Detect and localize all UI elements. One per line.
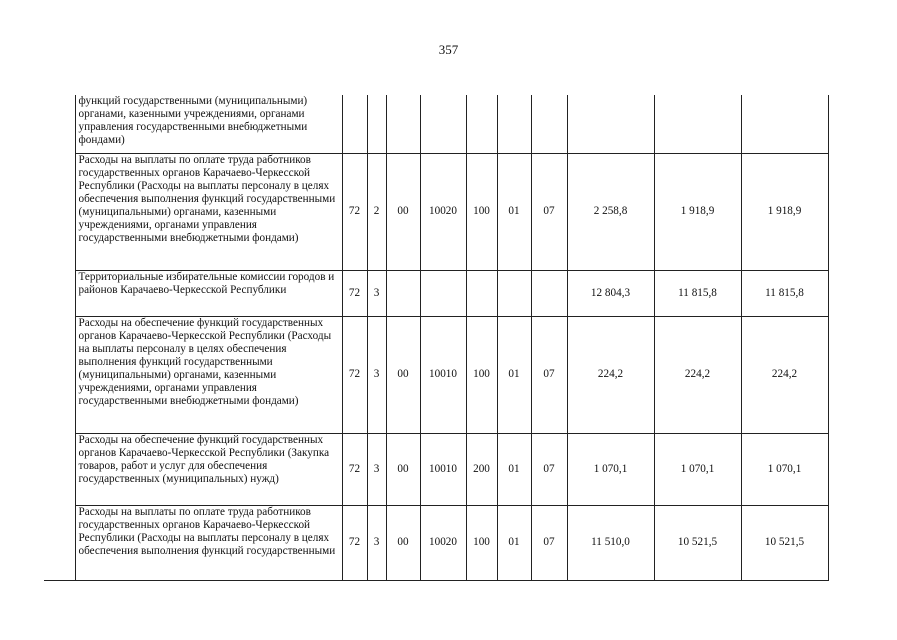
table-row	[44, 505, 828, 580]
table-row	[44, 316, 828, 433]
row-name: функций государственными (муниципальными) органами, казенными учреждениями, органами управления государственными внебюджетными фондами)	[75, 95, 342, 153]
cell-c2: 07	[531, 316, 567, 433]
cell-pr: 00	[386, 505, 420, 580]
cell-gr: 72	[342, 316, 367, 433]
cell-rz: 3	[367, 433, 386, 505]
cell-y1: 11 510,0	[567, 505, 654, 580]
cell-c2: 07	[531, 153, 567, 270]
cell-gr: 72	[342, 270, 367, 316]
cell-vr: 100	[466, 316, 497, 433]
cell-rz: 3	[367, 505, 386, 580]
cell-pr: 00	[386, 316, 420, 433]
row-name: Расходы на обеспечение функций государственных органов Карачаево-Черкесской Республики (Расходы на выплаты персоналу в целях обеспечения выполнения функций государственными (муниципальными) органами, казенными учреждениями, органами управления государственными внебюджетными фондами)	[75, 316, 342, 433]
cell-y3: 10 521,5	[741, 505, 828, 580]
cell-rz: 2	[367, 153, 386, 270]
cell-vr	[466, 95, 497, 153]
row-name: Расходы на выплаты по оплате труда работников государственных органов Карачаево-Черкесской Республики (Расходы на выплаты персоналу в целях обеспечения выполнения функций государственными (муниципальными) органами, казенными учреждениями, органами управления государственными внебюджетными фондами)	[75, 153, 342, 270]
cell-c1: 01	[497, 433, 531, 505]
cell-vr: 200	[466, 433, 497, 505]
cell-cs: 10020	[420, 505, 466, 580]
cell-y3: 1 070,1	[741, 433, 828, 505]
cell-y2: 1 918,9	[654, 153, 741, 270]
cell-vr: 100	[466, 505, 497, 580]
index-cell	[44, 433, 75, 505]
cell-rz: 3	[367, 270, 386, 316]
page-number: 357	[438, 42, 459, 57]
cell-gr: 72	[342, 153, 367, 270]
cell-cs: 10010	[420, 316, 466, 433]
index-cell	[44, 270, 75, 316]
cell-vr	[466, 270, 497, 316]
cell-pr	[386, 270, 420, 316]
cell-gr	[342, 95, 367, 153]
cell-y2: 224,2	[654, 316, 741, 433]
cell-c1	[497, 270, 531, 316]
cell-y1: 1 070,1	[567, 433, 654, 505]
cell-c2: 07	[531, 505, 567, 580]
cell-y2: 1 070,1	[654, 433, 741, 505]
cell-rz	[367, 95, 386, 153]
cell-rz: 3	[367, 316, 386, 433]
cell-gr: 72	[342, 433, 367, 505]
cell-gr: 72	[342, 505, 367, 580]
cell-c2	[531, 270, 567, 316]
index-cell	[44, 153, 75, 270]
cell-pr: 00	[386, 433, 420, 505]
cell-c2: 07	[531, 433, 567, 505]
cell-y2	[654, 95, 741, 153]
budget-table	[44, 95, 829, 581]
cell-vr: 100	[466, 153, 497, 270]
cell-cs: 10020	[420, 153, 466, 270]
cell-y3: 11 815,8	[741, 270, 828, 316]
cell-c1: 01	[497, 153, 531, 270]
cell-c2	[531, 95, 567, 153]
cell-y2: 11 815,8	[654, 270, 741, 316]
table-row	[44, 433, 828, 505]
index-cell	[44, 505, 75, 580]
cell-c1: 01	[497, 316, 531, 433]
cell-pr: 00	[386, 153, 420, 270]
cell-y3: 224,2	[741, 316, 828, 433]
cell-cs	[420, 95, 466, 153]
index-cell	[44, 316, 75, 433]
row-name: Расходы на выплаты по оплате труда работников государственных органов Карачаево-Черкесской Республики (Расходы на выплаты персоналу в целях обеспечения выполнения функций государственными	[75, 505, 342, 580]
cell-pr	[386, 95, 420, 153]
cell-y1	[567, 95, 654, 153]
cell-y2: 10 521,5	[654, 505, 741, 580]
cell-c1: 01	[497, 505, 531, 580]
cell-y1: 224,2	[567, 316, 654, 433]
index-cell	[44, 95, 75, 153]
cell-cs: 10010	[420, 433, 466, 505]
cell-cs	[420, 270, 466, 316]
table-row	[44, 270, 828, 316]
cell-y3	[741, 95, 828, 153]
cell-c1	[497, 95, 531, 153]
row-name: Расходы на обеспечение функций государственных органов Карачаево-Черкесской Республики (Закупка товаров, работ и услуг для обеспечения государственных (муниципальных) нужд)	[75, 433, 342, 505]
cell-y1: 2 258,8	[567, 153, 654, 270]
cell-y3: 1 918,9	[741, 153, 828, 270]
table-row	[44, 95, 828, 153]
row-name: Территориальные избирательные комиссии городов и районов Карачаево-Черкесской Республики	[75, 270, 342, 316]
cell-y1: 12 804,3	[567, 270, 654, 316]
table-row	[44, 153, 828, 270]
